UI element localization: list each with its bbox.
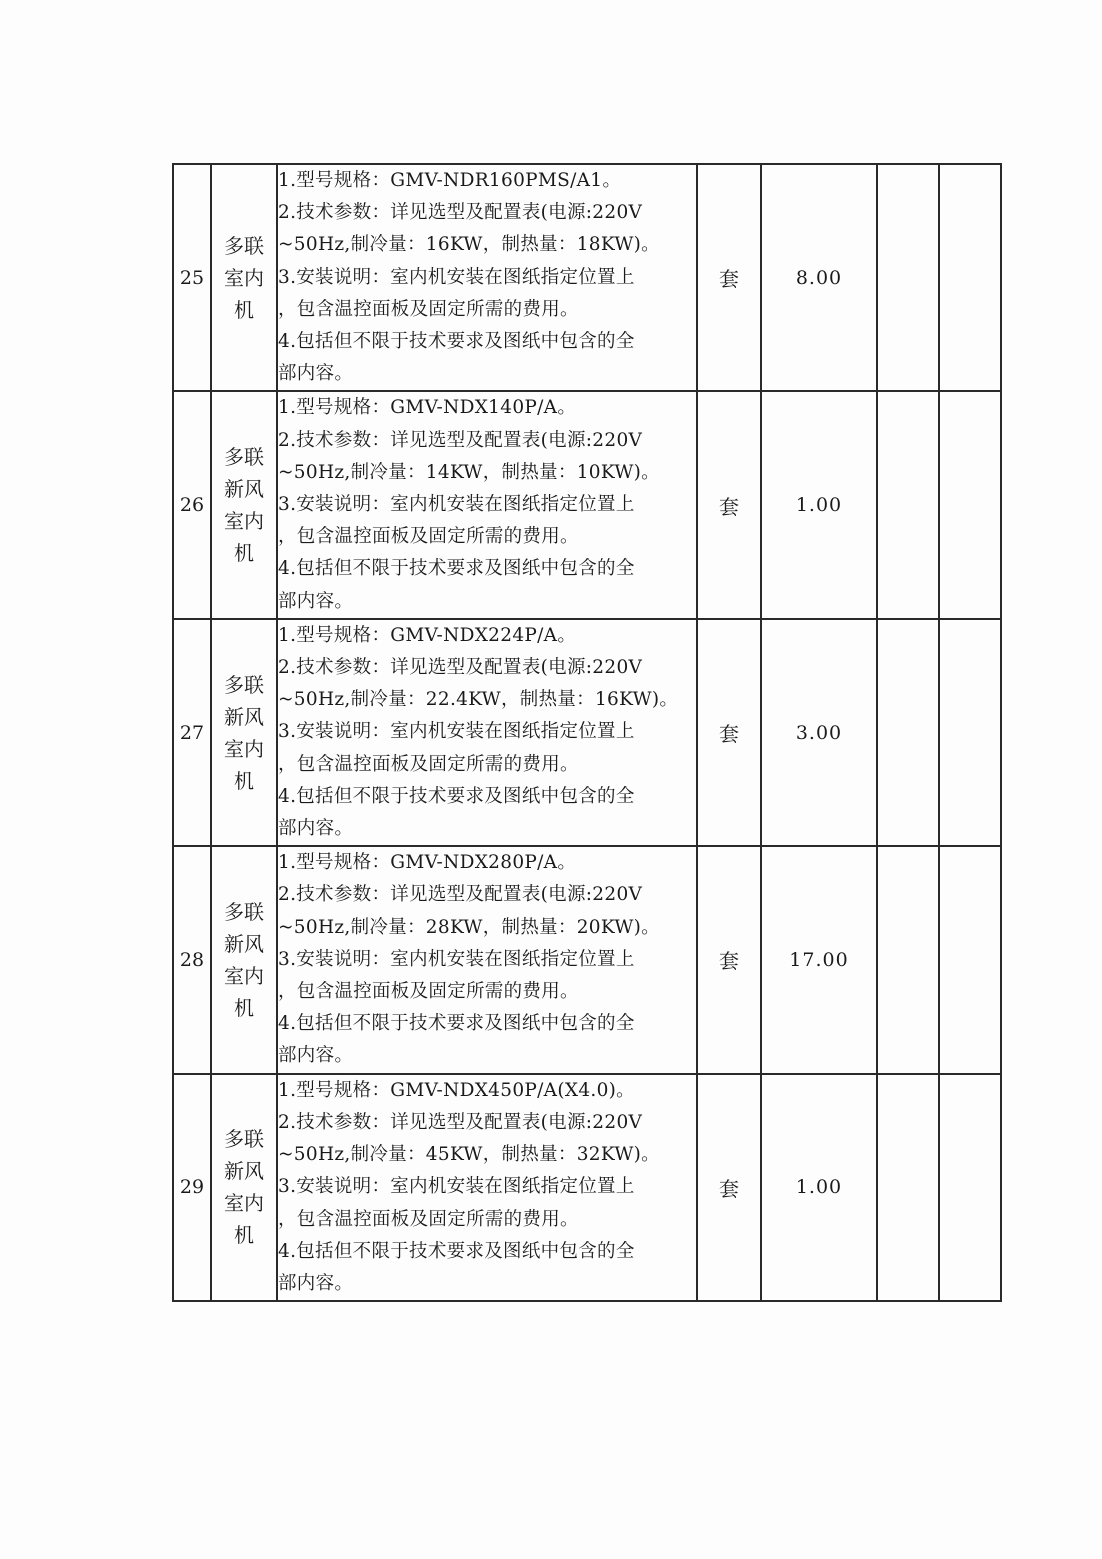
item-description xyxy=(277,846,697,1073)
description-line: 3.安装说明：室内机安装在图纸指定位置上 xyxy=(278,948,635,970)
item-quantity: 3.00 xyxy=(761,619,877,846)
description-line: ~50Hz,制冷量：14KW，制热量：10KW)。 xyxy=(278,461,660,483)
description-line: 2.技术参数：详见选型及配置表(电源:220V xyxy=(278,657,643,679)
item-quantity: 1.00 xyxy=(761,1074,877,1301)
equipment-spec-table xyxy=(172,163,1002,1302)
item-description xyxy=(277,1074,697,1301)
description-line: 1.型号规格：GMV-NDX140P/A。 xyxy=(278,397,577,419)
item-number: 25 xyxy=(173,164,211,391)
item-name xyxy=(211,619,277,846)
item-quantity: 1.00 xyxy=(761,391,877,618)
item-name xyxy=(211,164,277,391)
item-name xyxy=(211,1074,277,1301)
description-line: ~50Hz,制冷量：45KW，制热量：32KW)。 xyxy=(278,1144,660,1166)
description-line: ~50Hz,制冷量：16KW，制热量：18KW)。 xyxy=(278,234,660,256)
description-line: 部内容。 xyxy=(278,1045,354,1067)
description-line: 2.技术参数：详见选型及配置表(电源:220V xyxy=(278,1111,643,1133)
description-line: 1.型号规格：GMV-NDX450P/A(X4.0)。 xyxy=(278,1079,635,1101)
table-row xyxy=(173,391,1001,618)
item-unit-price xyxy=(877,1074,939,1301)
description-line: 1.型号规格：GMV-NDR160PMS/A1。 xyxy=(278,170,622,191)
item-unit: 套 xyxy=(697,391,761,618)
item-unit-price xyxy=(877,846,939,1073)
item-total-price xyxy=(939,619,1001,846)
item-name-text: 多联新风室内机 xyxy=(224,899,264,1020)
description-line: ，包含温控面板及固定所需的费用。 xyxy=(278,753,579,775)
description-line: ，包含温控面板及固定所需的费用。 xyxy=(278,981,579,1003)
table-row xyxy=(173,164,1001,391)
description-line: 2.技术参数：详见选型及配置表(电源:220V xyxy=(278,202,643,224)
description-line: 2.技术参数：详见选型及配置表(电源:220V xyxy=(278,429,643,451)
description-line: 4.包括但不限于技术要求及图纸中包含的全 xyxy=(278,1013,635,1035)
item-name-text: 多联新风室内机 xyxy=(224,672,264,793)
description-line: ，包含温控面板及固定所需的费用。 xyxy=(278,1208,579,1230)
description-line: 部内容。 xyxy=(278,1272,354,1294)
item-unit: 套 xyxy=(697,619,761,846)
item-total-price xyxy=(939,164,1001,391)
description-line: 部内容。 xyxy=(278,818,354,840)
description-line: ~50Hz,制冷量：22.4KW，制热量：16KW)。 xyxy=(278,689,679,711)
description-line: 4.包括但不限于技术要求及图纸中包含的全 xyxy=(278,558,635,580)
description-line: 3.安装说明：室内机安装在图纸指定位置上 xyxy=(278,494,635,516)
item-unit: 套 xyxy=(697,164,761,391)
item-number: 27 xyxy=(173,619,211,846)
description-line: 部内容。 xyxy=(278,590,354,612)
item-name-text: 多联新风室内机 xyxy=(224,1127,264,1248)
description-line: 4.包括但不限于技术要求及图纸中包含的全 xyxy=(278,331,635,353)
description-line: ，包含温控面板及固定所需的费用。 xyxy=(278,298,579,320)
item-description xyxy=(277,391,697,618)
item-number: 29 xyxy=(173,1074,211,1301)
item-unit-price xyxy=(877,619,939,846)
description-line: 2.技术参数：详见选型及配置表(电源:220V xyxy=(278,884,643,906)
table-row xyxy=(173,1074,1001,1301)
item-unit: 套 xyxy=(697,846,761,1073)
description-line: 4.包括但不限于技术要求及图纸中包含的全 xyxy=(278,1240,635,1262)
item-total-price xyxy=(939,846,1001,1073)
item-total-price xyxy=(939,391,1001,618)
description-line: 3.安装说明：室内机安装在图纸指定位置上 xyxy=(278,1176,635,1198)
item-description xyxy=(277,164,697,391)
table-row xyxy=(173,846,1001,1073)
item-number: 26 xyxy=(173,391,211,618)
description-line: ~50Hz,制冷量：28KW，制热量：20KW)。 xyxy=(278,916,660,938)
description-line: ，包含温控面板及固定所需的费用。 xyxy=(278,526,579,548)
item-unit-price xyxy=(877,391,939,618)
item-unit-price xyxy=(877,164,939,391)
item-quantity: 17.00 xyxy=(761,846,877,1073)
description-line: 部内容。 xyxy=(278,363,354,385)
description-line: 3.安装说明：室内机安装在图纸指定位置上 xyxy=(278,721,635,743)
item-name xyxy=(211,391,277,618)
table-row xyxy=(173,619,1001,846)
item-description xyxy=(277,619,697,846)
item-name-text: 多联新风室内机 xyxy=(224,445,264,566)
item-total-price xyxy=(939,1074,1001,1301)
item-name-text: 多联室内机 xyxy=(224,233,264,322)
item-name xyxy=(211,846,277,1073)
description-line: 3.安装说明：室内机安装在图纸指定位置上 xyxy=(278,266,635,288)
description-line: 4.包括但不限于技术要求及图纸中包含的全 xyxy=(278,785,635,807)
description-line: 1.型号规格：GMV-NDX280P/A。 xyxy=(278,852,577,874)
description-line: 1.型号规格：GMV-NDX224P/A。 xyxy=(278,624,577,646)
item-number: 28 xyxy=(173,846,211,1073)
table-body xyxy=(173,164,1001,1301)
item-unit: 套 xyxy=(697,1074,761,1301)
item-quantity: 8.00 xyxy=(761,164,877,391)
